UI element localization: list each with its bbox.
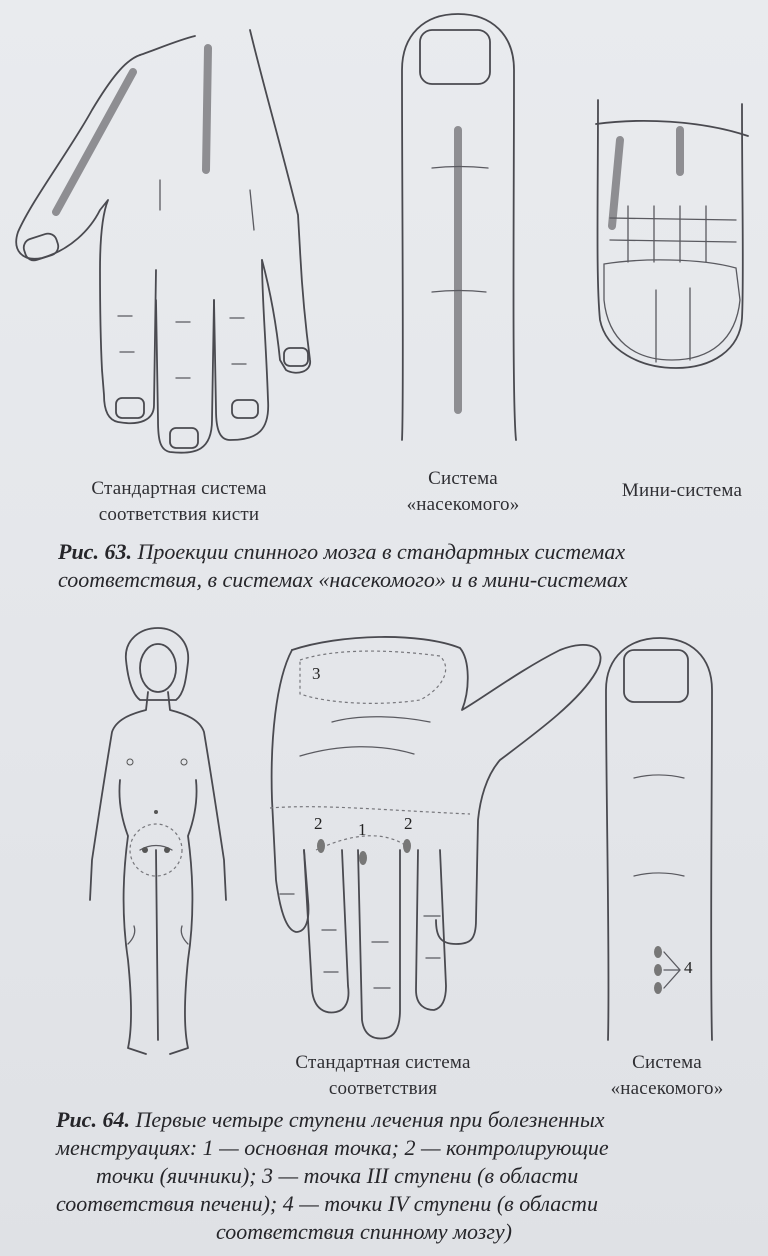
fig64-caption-text1: Первые четыре ступени лечения при болезненных: [135, 1107, 605, 1132]
fig64-label-insect: [592, 1050, 742, 1102]
point-label-2-left: 2: [314, 814, 323, 833]
point-label-1: 1: [358, 820, 367, 839]
fig64-caption-number: Рис. 64.: [56, 1107, 130, 1132]
fig64-caption-line5: соответствия спинному мозгу): [216, 1219, 513, 1244]
fig64-label-standard-line1: Стандартная система: [295, 1052, 471, 1073]
fig64-label-insect-line1: Система: [632, 1052, 702, 1073]
fig63-label-insect: [388, 466, 538, 518]
fig64-caption-line2: менструациях: 1 — основная точка; 2 — контролирующие: [56, 1135, 609, 1160]
fig64-caption-line1: [56, 1106, 756, 1134]
fig63-label-standard-line2: соответствия кисти: [98, 504, 260, 525]
fig63-label-insect-line2: «насекомого»: [406, 494, 520, 515]
fig64-label-insect-line2: «насекомого»: [610, 1078, 724, 1099]
fig63-label-insect-line1: Система: [428, 468, 498, 489]
woman-figure-fig64: [90, 628, 226, 1054]
fig63-label-standard: [64, 476, 294, 528]
fig64-label-standard: [268, 1050, 498, 1102]
fig64-caption-line4: соответствия печени); 4 — точки IV ступени (в области: [56, 1191, 598, 1216]
point-label-4: 4: [684, 958, 693, 977]
hand-drawing-fig63: [16, 30, 310, 453]
fig63-caption-text1: Проекции спинного мозга в стандартных системах: [137, 539, 626, 564]
point-label-3: 3: [312, 664, 321, 683]
mini-system-drawing-fig63: [596, 100, 748, 368]
fig64-caption: [56, 1106, 756, 1246]
fig63-caption: [58, 538, 758, 594]
point-label-2-right: 2: [404, 814, 413, 833]
fig64-caption-line3: точки (яичники); 3 — точка III ступени (в области: [96, 1163, 579, 1188]
palm-drawing-fig64: [270, 637, 601, 1039]
fig63-caption-number: Рис. 63.: [58, 539, 132, 564]
finger-drawing-fig64: [606, 638, 712, 1040]
fig64-label-standard-line2: соответствия: [328, 1078, 438, 1099]
finger-drawing-fig63: [402, 14, 516, 440]
fig63-caption-line2: соответствия, в системах «насекомого» и в мини-системах: [58, 567, 628, 592]
fig63-label-mini: Мини-система: [621, 480, 743, 501]
fig63-label-standard-line1: Стандартная система: [91, 478, 267, 499]
fig63-caption-line1: [58, 538, 758, 566]
